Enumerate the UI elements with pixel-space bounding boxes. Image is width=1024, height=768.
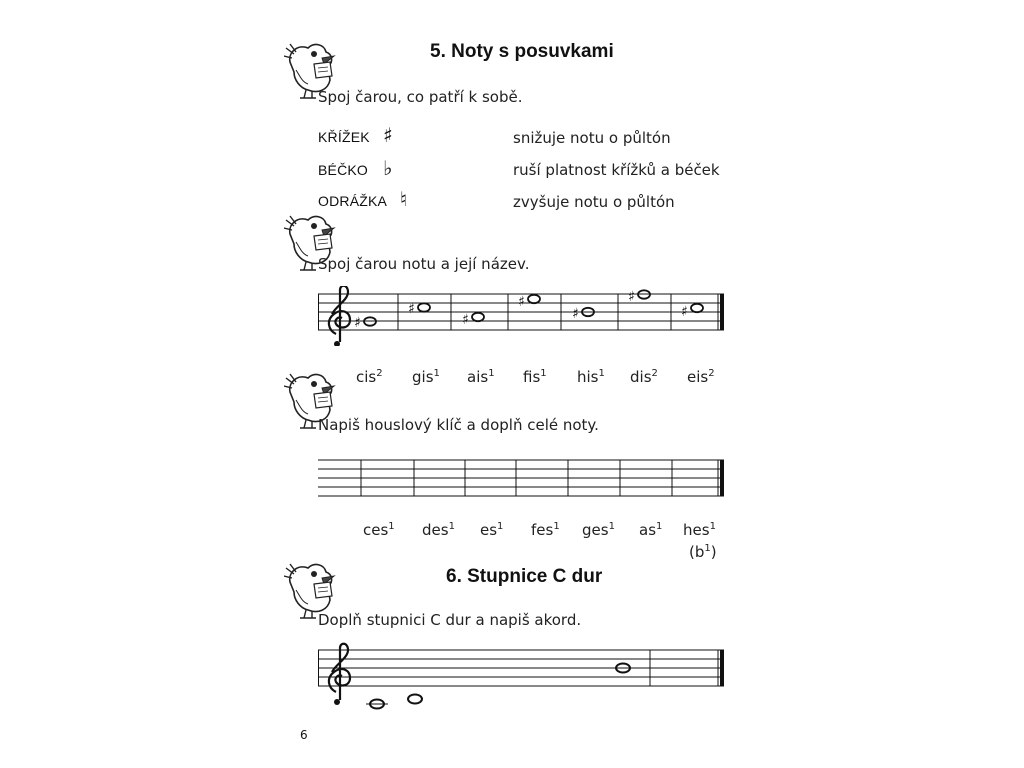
- note-6-sharp: ♯: [628, 289, 635, 305]
- term-becko: BÉČKO: [318, 162, 369, 178]
- name-eis2: eis$^2$: [687, 368, 715, 386]
- note-2: [418, 303, 430, 311]
- note-3-sharp: ♯: [462, 312, 469, 328]
- note-4-sharp: ♯: [518, 294, 525, 310]
- meaning-1: snižuje notu o půltón: [513, 129, 671, 147]
- task-write-notes: Napiš houslový klíč a doplň celé noty.: [318, 416, 599, 434]
- name-fes1: fes$^1$: [531, 521, 560, 539]
- term-odrazka: ODRÁŽKA: [318, 193, 388, 209]
- staff-c-major: [318, 640, 728, 720]
- meaning-2: ruší platnost křížků a béček: [513, 161, 720, 179]
- name-ges1: ges$^1$: [582, 521, 615, 539]
- name-gis1: gis$^1$: [412, 368, 440, 386]
- name-as1: $as^1$: [639, 521, 663, 539]
- note-7-sharp: ♯: [681, 304, 688, 320]
- name-es1: $es^1$: [480, 521, 504, 539]
- page-number: 6: [300, 728, 308, 742]
- note-4: [528, 295, 540, 303]
- natural-symbol: ♮: [400, 187, 408, 211]
- note-7: [691, 304, 703, 312]
- name-fis1: fis$^1$: [523, 368, 547, 386]
- task-match-notes: Spoj čarou notu a její název.: [318, 255, 530, 273]
- staff-sharp-notes: [318, 286, 728, 346]
- name-dis2: dis$^2$: [630, 368, 658, 386]
- name-hes1: hes$^1$: [683, 521, 716, 539]
- note-3: [472, 313, 484, 321]
- name-his1: his$^1$: [577, 368, 605, 386]
- note-2-sharp: ♯: [408, 301, 415, 317]
- section-6-title: 6. Stupnice C dur: [446, 566, 603, 587]
- name-ais1: ais$^1$: [467, 368, 495, 386]
- note-1-sharp: ♯: [354, 315, 361, 331]
- flat-symbol: ♭: [383, 156, 393, 180]
- section-5-title: 5. Noty s posuvkami: [430, 41, 614, 62]
- name-ces1: ces$^1$: [363, 521, 395, 539]
- staff-empty: [318, 454, 728, 504]
- note-d1: [408, 695, 422, 704]
- note-5-sharp: ♯: [572, 306, 579, 322]
- meaning-3: zvyšuje notu o půltón: [513, 193, 675, 211]
- name-b1-alt: $(b^1)$: [689, 543, 717, 561]
- task-match-terms: Spoj čarou, co patří k sobě.: [318, 88, 523, 106]
- task-c-major: Doplň stupnici C dur a napiš akord.: [318, 611, 582, 629]
- name-des1: des$^1$: [422, 521, 455, 539]
- term-krizek: KŘÍŽEK: [318, 129, 370, 145]
- name-cis2: cis$^2$: [356, 368, 383, 386]
- sharp-symbol: ♯: [383, 123, 393, 147]
